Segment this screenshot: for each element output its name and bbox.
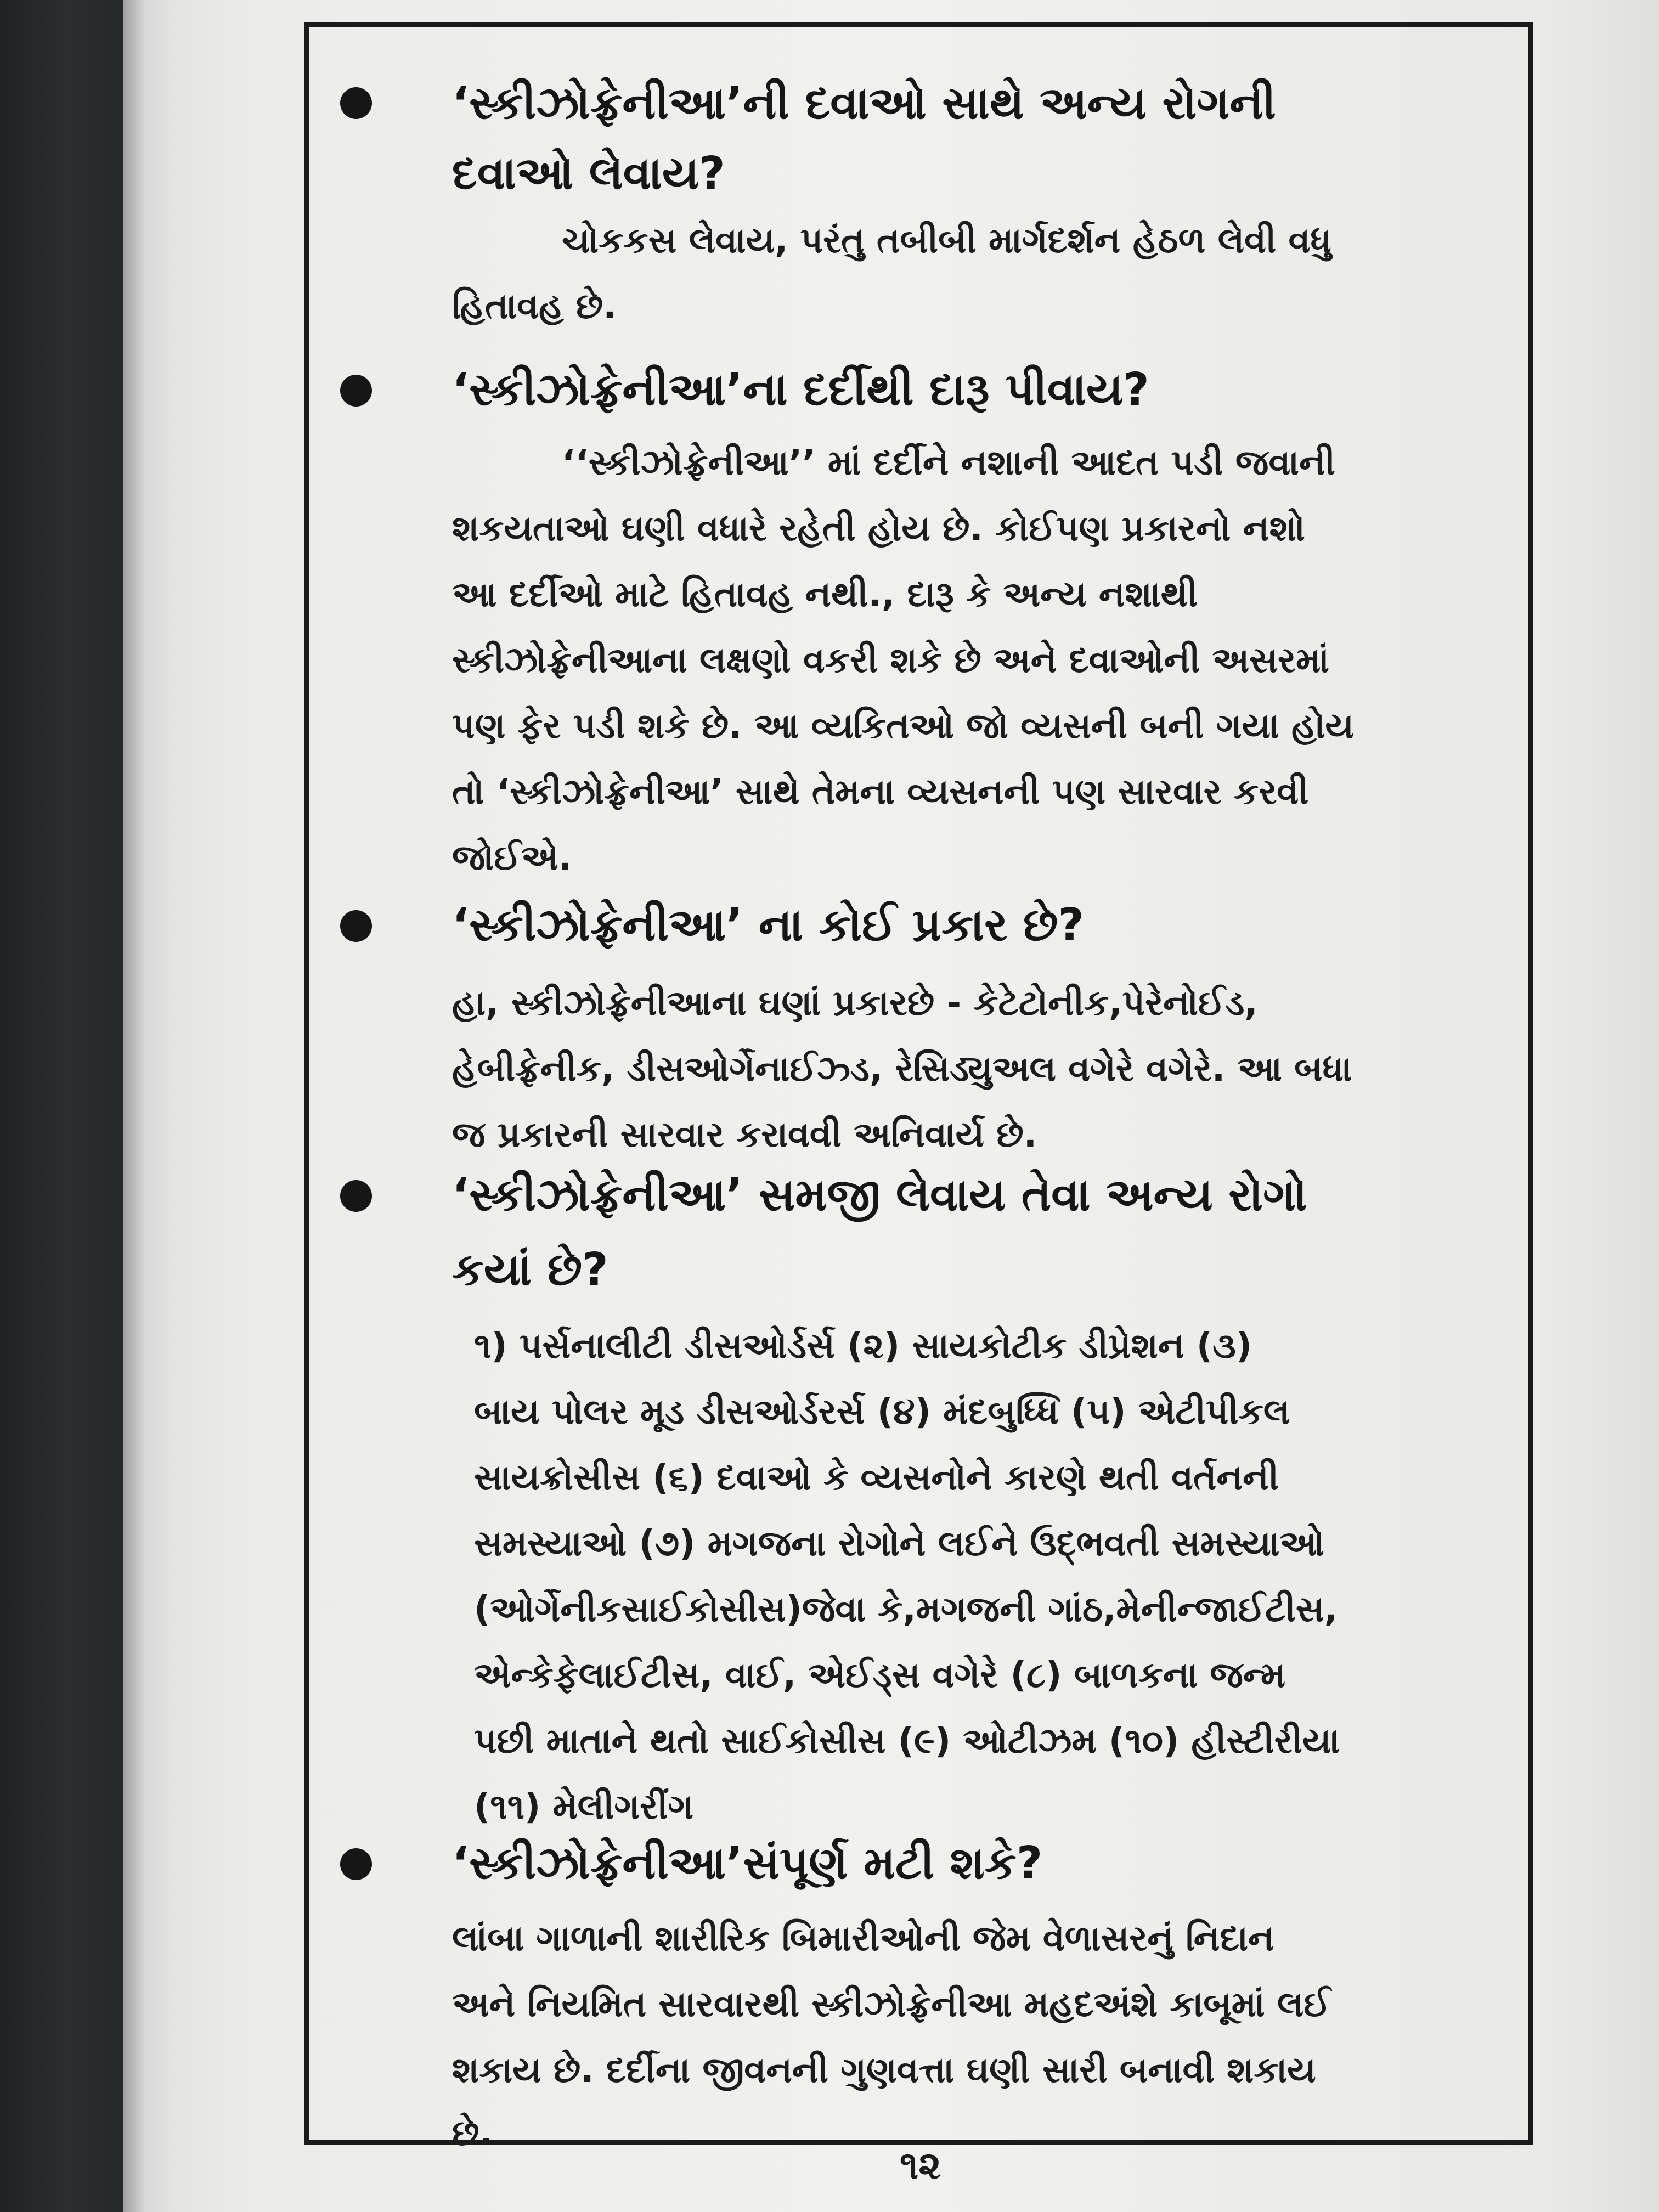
answer-line: જોઈએ.: [452, 838, 572, 878]
answer-line: (ઓર્ગેનીકસાઈકોસીસ)જેવા કે,મગજની ગાંઠ,મેનીન્જાઈટીસ,: [474, 1589, 1338, 1630]
bullet-icon: [340, 375, 372, 407]
answer-line: (૧૧) મેલીગરીંગ: [474, 1787, 694, 1827]
question-line: દવાઓ લેવાય?: [452, 148, 725, 200]
bullet-icon: [340, 910, 372, 942]
answer-line: શકાય છે. દર્દીના જીવનની ગુણવત્તા ઘણી સારી બનાવી શકાય: [452, 2050, 1316, 2091]
answer-line: હા, સ્કીઝોફ્રેનીઆના ઘણાં પ્રકારછે - કેટેટોનીક,પેરેનોઈડ,: [452, 983, 1258, 1024]
answer-line: આ દર્દીઓ માટે હિતાવહ નથી., દારૂ કે અન્ય નશાથી: [452, 574, 1198, 615]
answer-line: છે.: [452, 2113, 493, 2154]
answer-line: બાય પોલર મૂડ ડીસઓર્ડરર્સ (૪) મંદબુધ્ધિ (૫) એટીપીકલ: [474, 1392, 1290, 1432]
answer-line: શકયતાઓ ઘણી વધારે રહેતી હોય છે. કોઈપણ પ્રકારનો નશો: [452, 509, 1305, 549]
question-line: ‘સ્કીઝોફ્રેનીઆ’ ના કોઈ પ્રકાર છે?: [452, 899, 1084, 951]
answer-line: સાયક્રોસીસ (૬) દવાઓ કે વ્યસનોને કારણે થતી વર્તનની: [474, 1458, 1279, 1498]
answer-line: તો ‘સ્કીઝોફ્રેનીઆ’ સાથે તેમના વ્યસનની પણ સારવાર કરવી: [452, 772, 1309, 812]
page-number: ૧૨: [900, 2143, 941, 2188]
answer-line: લાંબા ગાળાની શારીરિક બિમારીઓની જેમ વેળાસરનું નિદાન: [452, 1918, 1274, 1959]
answer-line: એન્કેફેલાઈટીસ, વાઈ, એઈડ્સ વગેરે (૮) બાળકના જન્મ: [474, 1655, 1286, 1696]
question-line: ‘સ્કીઝોફ્રેનીઆ’સંપૂર્ણ મટી શકે?: [452, 1837, 1043, 1889]
question-line: ‘સ્કીઝોફ્રેનીઆ’ સમજી લેવાય તેવા અન્ય રોગો: [452, 1169, 1307, 1221]
bullet-icon: [340, 1180, 372, 1212]
answer-line: હેબીફ્રેનીક, ડીસઓર્ગેનાઈઝ્ડ, રેસિડ્યુઅલ વગેરે વગેરે. આ બધા: [452, 1049, 1352, 1090]
bullet-icon: [340, 87, 372, 119]
answer-line: અને નિયમિત સારવારથી સ્કીઝોફ્રેનીઆ મહદઅંશે કાબૂમાં લઈ: [452, 1984, 1331, 2025]
answer-line: જ પ્રકારની સારવાર કરાવવી અનિવાર્ય છે.: [452, 1115, 1037, 1155]
answer-line: ‘‘સ્કીઝોફ્રેનીઆ’’ માં દર્દીને નશાની આદત પડી જવાની: [562, 443, 1336, 483]
answer-line: સમસ્યાઓ (૭) મગજના રોગોને લઈને ઉદ્ભવતી સમસ્યાઓ: [474, 1523, 1324, 1564]
answer-line: ૧) પર્સનાલીટી ડીસઓર્ડર્સ (૨) સાયકોટીક ડીપ્રેશન (૩): [474, 1326, 1252, 1367]
answer-line: સ્કીઝોફ્રેનીઆના લક્ષણો વકરી શકે છે અને દવાઓની અસરમાં: [452, 640, 1329, 681]
answer-line: હિતાવહ છે.: [452, 286, 617, 327]
answer-line: પણ ફેર પડી શકે છે. આ વ્યકિતઓ જો વ્યસની બની ગયા હોય: [452, 706, 1354, 747]
question-line: કયાં છે?: [452, 1244, 608, 1296]
question-line: ‘સ્કીઝોફ્રેનીઆ’ની દવાઓ સાથે અન્ય રોગની: [452, 77, 1276, 129]
bullet-icon: [340, 1848, 372, 1880]
page-fold-shadow: [123, 0, 145, 2212]
answer-line: ચોકકસ લેવાય, પરંતુ તબીબી માર્ગદર્શન હેઠળ લેવી વધુ: [562, 221, 1331, 261]
content-frame: [304, 22, 1533, 2154]
answer-line: પછી માતાને થતો સાઈકોસીસ (૯) ઓટીઝમ (૧૦) હીસ્ટીરીયા: [474, 1721, 1340, 1762]
question-line: ‘સ્કીઝોફ્રેનીઆ’ના દર્દીથી દારૂ પીવાય?: [452, 364, 1149, 416]
